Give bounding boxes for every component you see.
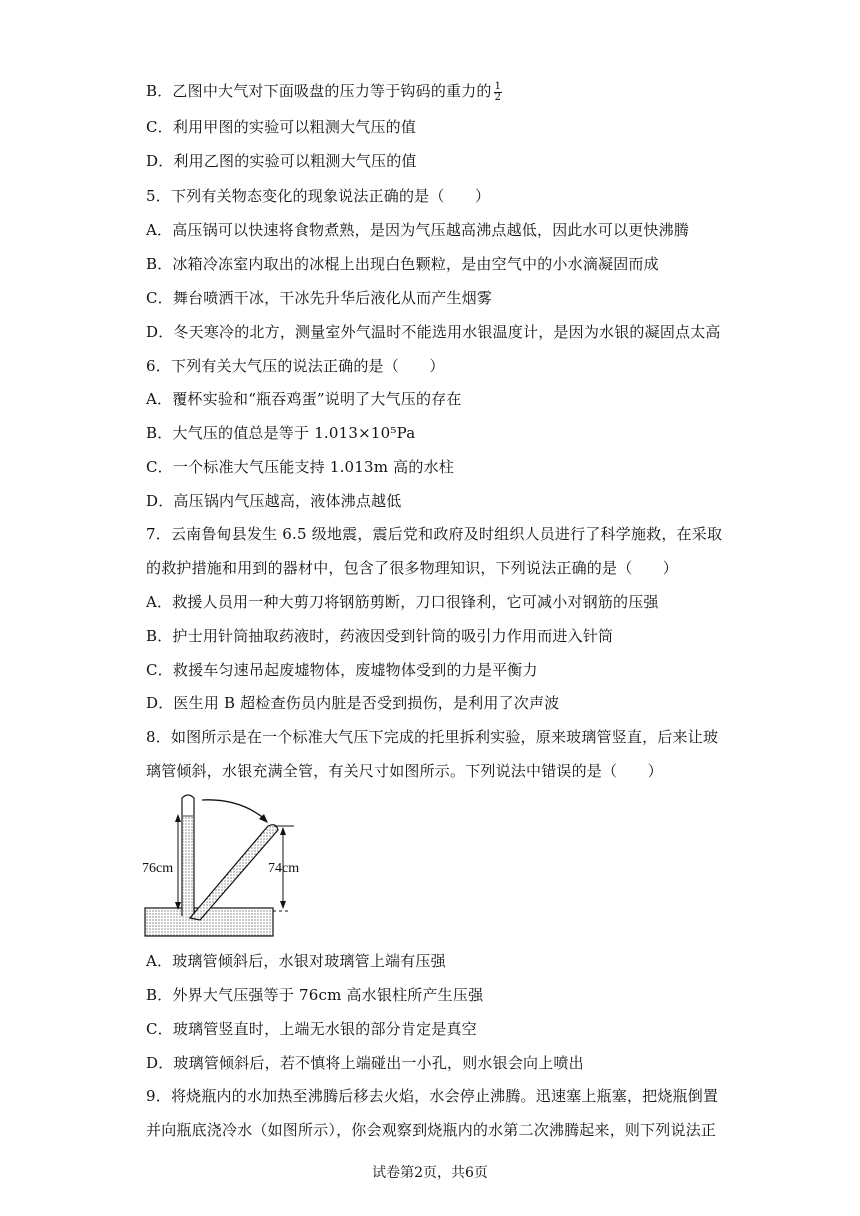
text-line xyxy=(146,660,538,680)
line-text: C．舞台喷洒干冰，干冰先升华后液化从而产生烟雾 xyxy=(146,289,493,307)
text-line xyxy=(146,1120,716,1140)
text-line xyxy=(146,491,401,511)
line-text: A．覆杯实验和“瓶吞鸡蛋”说明了大气压的存在 xyxy=(146,390,462,408)
line-text: A．救援人员用一种大剪刀将钢筋剪断，刀口很锋利，它可减小对钢筋的压强 xyxy=(146,593,659,611)
text-line xyxy=(146,727,718,747)
line-text: 9．将烧瓶内的水加热至沸腾后移去火焰，水会停止沸腾。迅速塞上瓶塞，把烧瓶倒置 xyxy=(146,1087,719,1105)
text-line xyxy=(146,220,689,240)
text-line xyxy=(146,288,492,308)
line-text: D．利用乙图的实验可以粗测大气压的值 xyxy=(146,152,417,170)
line-text: D．冬天寒冷的北方，测量室外气温时不能选用水银温度计，是因为水银的凝固点太高 xyxy=(146,323,721,341)
text-line xyxy=(146,1019,477,1039)
text-line xyxy=(146,81,502,103)
line-text: D．玻璃管倾斜后，若不慎将上端碰出一小孔，则水银会向上喷出 xyxy=(146,1054,584,1072)
tilted-tube xyxy=(190,825,278,920)
line-text: A．高压锅可以快速将食物煮熟，是因为气压越高沸点越低，因此水可以更快沸腾 xyxy=(146,221,690,239)
fraction-numerator: 1 xyxy=(494,80,502,92)
page-footer: 试卷第2页，共6页 xyxy=(372,1165,488,1181)
text-line xyxy=(146,389,462,409)
line-text: 6．下列有关大气压的说法正确的是（ ） xyxy=(146,357,445,375)
text-line xyxy=(146,985,483,1005)
line-text: D．医生用 B 超检查伤员内脏是否受到损伤，是利用了次声波 xyxy=(146,694,560,712)
text-line xyxy=(146,761,663,781)
line-text: C．玻璃管竖直时，上端无水银的部分肯定是真空 xyxy=(146,1020,477,1038)
text-line xyxy=(146,322,721,342)
line-text: C．一个标准大气压能支持 1.013m 高的水柱 xyxy=(146,458,454,476)
line-text: B．大气压的值总是等于 1.013×10⁵Pa xyxy=(146,424,416,442)
text-line xyxy=(146,693,559,713)
text-line xyxy=(146,254,659,274)
line-text: B．外界大气压强等于 76cm 高水银柱所产生压强 xyxy=(146,986,484,1004)
line-text: 璃管倾斜，水银充满全管，有关尺寸如图所示。下列说法中错误的是（ ） xyxy=(146,762,663,780)
line-text: B．乙图中大气对下面吸盘的压力等于钩码的重力的 xyxy=(146,82,492,100)
text-line xyxy=(146,1053,584,1073)
text-line xyxy=(146,423,415,443)
label-76cm: 76cm xyxy=(142,861,174,876)
mercury-trough xyxy=(145,908,273,936)
line-text: 5．下列有关物态变化的现象说法正确的是（ ） xyxy=(146,187,491,205)
line-text: D．高压锅内气压越高，液体沸点越低 xyxy=(146,492,402,510)
line-text: C．利用甲图的实验可以粗测大气压的值 xyxy=(146,118,417,136)
text-line xyxy=(146,356,445,376)
text-line xyxy=(146,558,678,578)
line-text: 7．云南鲁甸县发生 6.5 级地震，震后党和政府及时组织人员进行了科学施救，在采取 xyxy=(146,525,723,543)
text-line xyxy=(146,592,659,612)
line-text: B．冰箱冷冻室内取出的冰棍上出现白色颗粒，是由空气中的小水滴凝固而成 xyxy=(146,255,659,273)
text-line xyxy=(146,117,416,137)
line-text: A．玻璃管倾斜后，水银对玻璃管上端有压强 xyxy=(146,952,446,970)
line-text: B．护士用针筒抽取药液时，药液因受到针筒的吸引力作用而进入针筒 xyxy=(146,627,614,645)
line-text: 的救护措施和用到的器材中，包含了很多物理知识，下列说法正确的是（ ） xyxy=(146,559,679,577)
line-text: 并向瓶底浇冷水（如图所示），你会观察到烧瓶内的水第二次沸腾起来，则下列说法正 xyxy=(146,1121,717,1139)
rotation-arrow xyxy=(202,800,266,820)
text-line xyxy=(146,151,417,171)
text-line xyxy=(146,951,446,971)
text-line xyxy=(146,186,490,206)
torricelli-figure xyxy=(140,790,310,940)
label-74cm: 74cm xyxy=(268,861,300,876)
text-line xyxy=(146,1086,718,1106)
fraction-denominator: 2 xyxy=(494,91,502,103)
line-text: 8．如图所示是在一个标准大气压下完成的托里拆利实验，原来玻璃管竖直，后来让玻 xyxy=(146,728,719,746)
text-line xyxy=(146,524,722,544)
fraction xyxy=(494,82,503,103)
text-line xyxy=(146,626,613,646)
text-line xyxy=(146,457,454,477)
line-text: C．救援车匀速吊起废墟物体，废墟物体受到的力是平衡力 xyxy=(146,661,538,679)
